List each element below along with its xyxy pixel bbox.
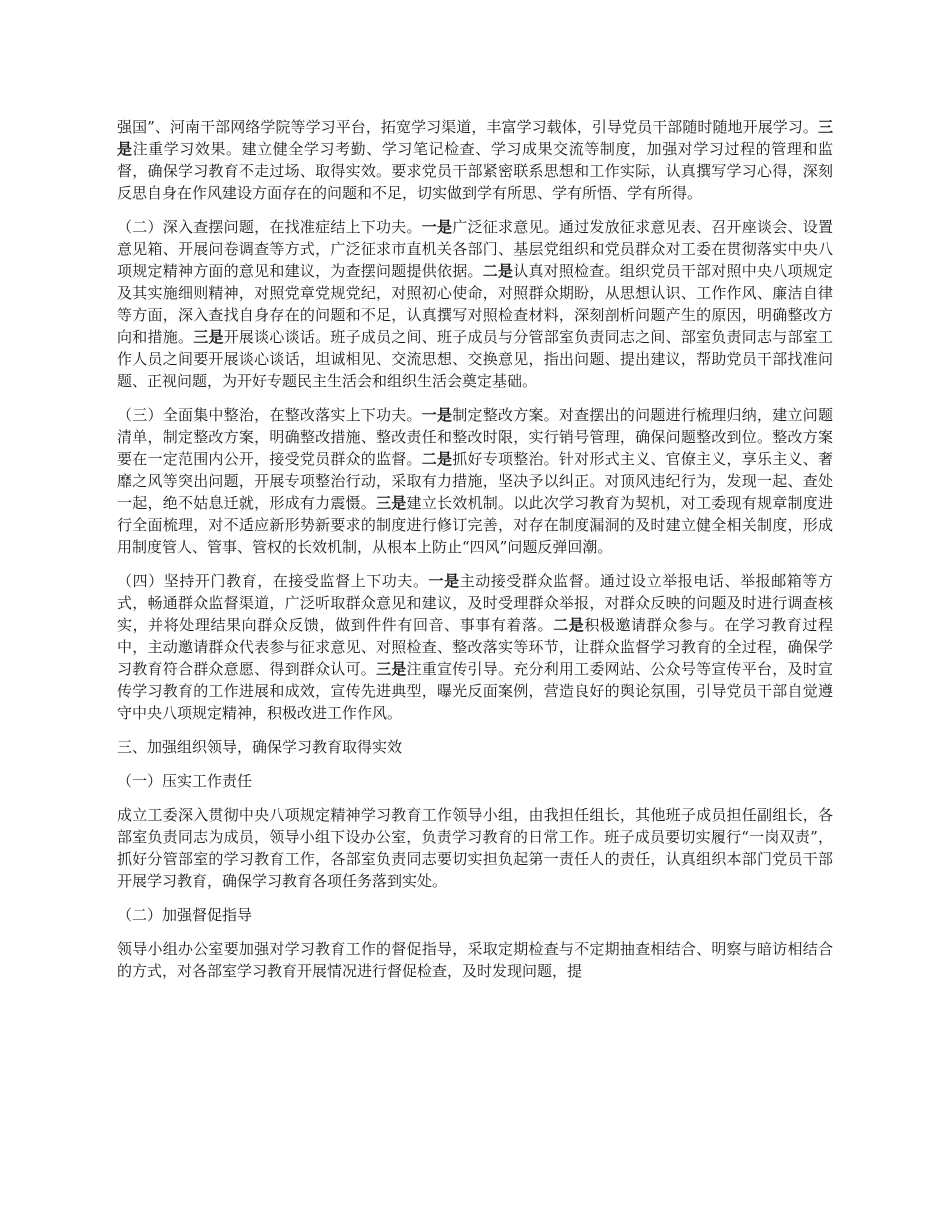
text-run: 开展谈心谈话。班子成员之间、班子成员与分管部室负责同志之间、部室负责同志与部室工作人员之间要开展谈心谈话，坦诚相见、交流思想、交换意见，指出问题、提出建议，帮助党员干部找准问题、正视问题，为开好专题民主生活会和组织生活会奠定基础。 [117,328,833,390]
bold-marker: 三是 [376,494,407,512]
bold-marker: 二是 [553,616,585,634]
subheading-responsibility [117,770,833,792]
text-run: 注重学习效果。建立健全学习考勤、学习笔记检查、学习成果交流等制度，加强对学习过程的管理和监督，确保学习教育不走过场、取得实效。要求党员干部紧密联系思想和工作实际，认真撰写学习心得，深刻反思自身在作风建设方面存在的问题和不足，切实做到学有所思、学有所悟、学有所得。 [117,140,833,202]
bold-marker: 一是 [428,572,460,590]
section-heading-organization [117,736,833,758]
bold-marker: 三是 [193,328,224,346]
paragraph-leadership-group [117,804,833,892]
paragraph-open-education [117,570,833,724]
paragraph-rectification [117,404,833,558]
text-run: （四）坚持开门教育，在接受监督上下功夫。 [117,572,429,590]
bold-marker: 二是 [421,450,453,468]
paragraph-supervision [117,938,833,982]
text-run: 积极邀请群众参与。在学习教育过程中，主动邀请群众代表参与征求意见、对照检查、整改落实等环节，让群众监督学习教育的全过程，确保学习教育符合群众意愿、得到群众认可。 [117,616,833,678]
text-run: （三）全面集中整治，在整改落实上下功夫。 [117,406,422,424]
text-run: 强国”、河南干部网络学院等学习平台，拓宽学习渠道，丰富学习载体，引导党员干部随时随地开展学习。 [117,118,818,136]
text-run: 广泛征求意见。通过发放征求意见表、召开座谈会、设置意见箱、开展问卷调查等方式，广泛征求市直机关各部门、基层党组织和党员群众对工委在贯彻落实中央八项规定精神方面的意见和建议，为查摆问题提供依据。 [117,218,833,280]
text-run: （二）深入查摆问题，在找准症结上下功夫。 [117,218,422,236]
paragraph-study-platforms [117,116,833,204]
text-run: 主动接受群众监督。通过设立举报电话、举报邮箱等方式，畅通群众监督渠道，广泛听取群众意见和建议，及时受理群众举报，对群众反映的问题及时进行调查核实，并将处理结果向群众反馈，做到件件有回音、事事有着落。 [117,572,833,634]
bold-marker: 一是 [421,218,453,236]
bold-marker: 三是 [117,118,833,158]
text-run: 领导小组办公室要加强对学习教育工作的督促指导，采取定期检查与不定期抽查相结合、明察与暗访相结合的方式，对各部室学习教育开展情况进行督促检查，及时发现问题，提 [117,940,833,980]
text-run: 三、加强组织领导，确保学习教育取得实效 [117,738,403,756]
text-run: 注重宣传引导。充分利用工委网站、公众号等宣传平台，及时宣传学习教育的工作进展和成效，宣传先进典型，曝光反面案例，营造良好的舆论氛围，引导党员干部自觉遵守中央八项规定精神，积极改进工作作风。 [117,660,833,722]
bold-marker: 二是 [482,262,514,280]
subheading-supervision [117,904,833,926]
text-run: 建立长效机制。以此次学习教育为契机，对工委现有规章制度进行全面梳理，对不适应新形势新要求的制度进行修订完善，对存在制度漏洞的及时建立健全相关制度，形成用制度管人、管事、管权的长效机制，从根本上防止“四风”问题反弹回潮。 [117,494,833,556]
text-run: 抓好专项整治。针对形式主义、官僚主义，享乐主义、奢靡之风等突出问题，开展专项整治行动，采取有力措施，坚决予以纠正。对顶风违纪行为，发现一起、查处一起，绝不姑息迁就，形成有力震慑。 [117,450,833,512]
bold-marker: 一是 [421,406,453,424]
text-run: 成立工委深入贯彻中央八项规定精神学习教育工作领导小组，由我担任组长，其他班子成员担任副组长，各部室负责同志为成员，领导小组下设办公室，负责学习教育的日常工作。班子成员要切实履行“一岗双责”，抓好分管部室的学习教育工作，各部室负责同志要切实担负起第一责任人的责任，认真组织本部门党员干部开展学习教育，确保学习教育各项任务落到实处。 [117,806,833,890]
text-run: （一）压实工作责任 [117,772,253,790]
text-run: （二）加强督促指导 [117,906,253,924]
text-run: 认真对照检查。组织党员干部对照中央八项规定及其实施细则精神，对照党章党规党纪，对照初心使命，对照群众期盼，从思想认识、工作作风、廉洁自律等方面，深入查找自身存在的问题和不足，认真撰写对照检查材料，深刻剖析问题产生的原因，明确整改方向和措施。 [117,262,833,346]
text-run: 制定整改方案。对查摆出的问题进行梳理归纳，建立问题清单，制定整改方案，明确整改措施、整改责任和整改时限，实行销号管理，确保问题整改到位。整改方案要在一定范围内公开，接受党员群众的监督。 [117,406,833,468]
paragraph-find-problems [117,216,833,392]
document-page [117,116,833,994]
bold-marker: 三是 [376,660,407,678]
